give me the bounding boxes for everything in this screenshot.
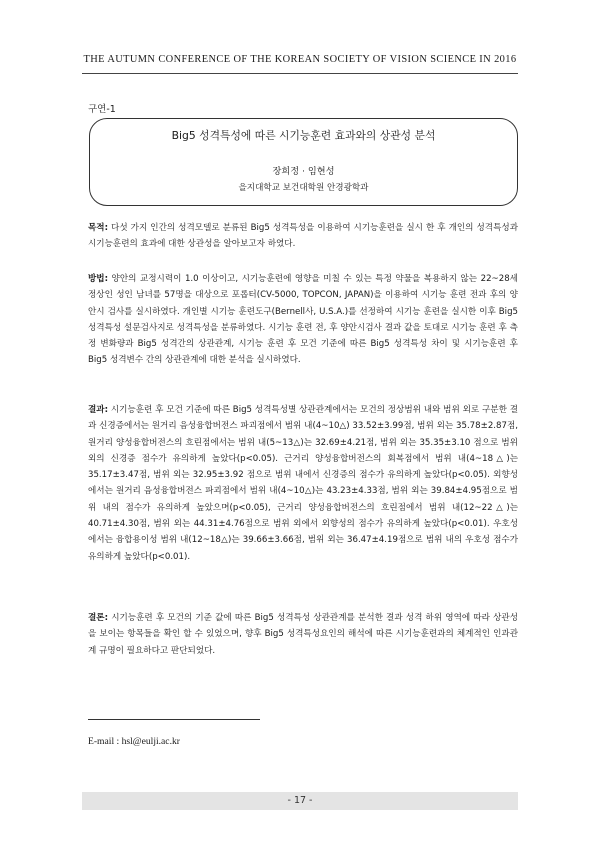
title-box bbox=[89, 118, 518, 206]
methods-label: 방법: bbox=[88, 274, 109, 284]
paper-affiliation: 을지대학교 보건대학원 안경광학과 bbox=[238, 183, 369, 193]
results-label: 결과: bbox=[88, 405, 109, 415]
results-text: 시기능훈련 후 모건 기준에 따른 Big5 성격특성별 상관관계에서는 모건의 정상범위 내와 범위 외로 구분한 결과 신경증에서는 원거리 음성융합버전스 파괴점에서 범위 내(4~10△) 33.52±3.99점, 범위 외는 35.78±2.87점, 원거리 양성융합버전스의 흐린점에서는 범위 내(5~13△)는 32.69±4.21점, 범위 외는 35.35±3.10 점으로 범위 외의 신경증 점수가 유의하게 높았다(p<0.05). 근거리 양성융합버전스의 회복점에서 범위 내(4~18△)는 35.17±3.47점, 범위 외는 32.95±3.92 점으로 범위 내에서 신경증의 점수가 유의하게 높았다(p<0.05). 외향성에서는 원거리 음성융합버전스 파괴점에서 범위 내(4~10△)는 43.23±4.33점, 범위 외는 39.84±4.95점으로 범위 내의 점수가 유의하게 높았으며(p<0.05), 근거리 양성융합버전스의 흐린점에서 범위 내(12~22△)는 40.71±4.30점, 범위 외는 44.31±4.76점으로 범위 외에서 외향성의 점수가 유의하게 높았다(p<0.01). 우호성에서는 융합용이성 범위 내(12~18△)는 39.66±3.66점, 범위 외는 36.47±4.19점으로 범위 내의 우호성 점수가 유의하게 높았다(p<0.01). bbox=[88, 405, 518, 562]
footnote-divider bbox=[88, 719, 260, 720]
conclusion-paragraph bbox=[88, 610, 518, 659]
conclusion-text: 시기능훈련 후 모건의 기준 값에 따른 Big5 성격특성 상관관계를 분석한 결과 성격 하위 영역에 따라 상관성을 보이는 항목들을 확인 할 수 있었으며, 향후 Big5 성격특성요인의 해석에 따른 시기능훈련과의 체계적인 인과관계 규명이 필요하다고 판단되었다. bbox=[88, 613, 518, 656]
header-divider bbox=[82, 73, 518, 74]
page-number-bar bbox=[82, 792, 518, 810]
methods-text: 양안의 교정시력이 1.0 이상이고, 시기능훈련에 영향을 미칠 수 있는 특정 약물을 복용하지 않는 22~28세 정상인 성인 남녀를 57명을 대상으로 포롭터(CV-5000, TOPCON, JAPAN)을 이용하여 시기능 훈련 전과 후의 양안시 검사를 실시하였다. 개인별 시기능 훈련도구(Bernell사, U.S.A.)를 선정하여 시기능 훈련을 실시한 이후 Big5 성격특성 설문검사지로 성격특성을 분류하였다. 시기능 훈련 전, 후 양안시검사 결과 값을 토대로 시기능 훈련 후 측정 변화량과 Big5 성격간의 상관관계, 시기능 훈련 후 모건 기준에 따른 Big5 성격특성 차이 및 시기능훈련 후 Big5 성격변수 간의 상관관계에 대한 분석을 실시하였다. bbox=[88, 274, 518, 366]
purpose-paragraph bbox=[88, 220, 518, 253]
purpose-label: 목적: bbox=[88, 223, 109, 233]
email-footnote: E-mail : hsl@eulji.ac.kr bbox=[88, 736, 180, 747]
running-header: THE AUTUMN CONFERENCE OF THE KOREAN SOCIETY OF VISION SCIENCE IN 2016 bbox=[83, 54, 517, 65]
methods-paragraph bbox=[88, 271, 518, 369]
paper-authors: 장희정 · 임현성 bbox=[272, 166, 335, 177]
session-label: 구연-1 bbox=[88, 104, 116, 115]
conclusion-label: 결론: bbox=[88, 613, 109, 623]
purpose-text: 다섯 가지 인간의 성격모델로 분류된 Big5 성격특성을 이용하여 시기능훈련을 실시 한 후 개인의 성격특성과 시기능훈련의 효과에 대한 상관성을 알아보고자 하였다. bbox=[88, 223, 518, 250]
paper-title: Big5 성격특성에 따른 시기능훈련 효과와의 상관성 분석 bbox=[171, 129, 436, 142]
page-number: - 17 - bbox=[287, 795, 313, 806]
results-paragraph bbox=[88, 402, 518, 565]
